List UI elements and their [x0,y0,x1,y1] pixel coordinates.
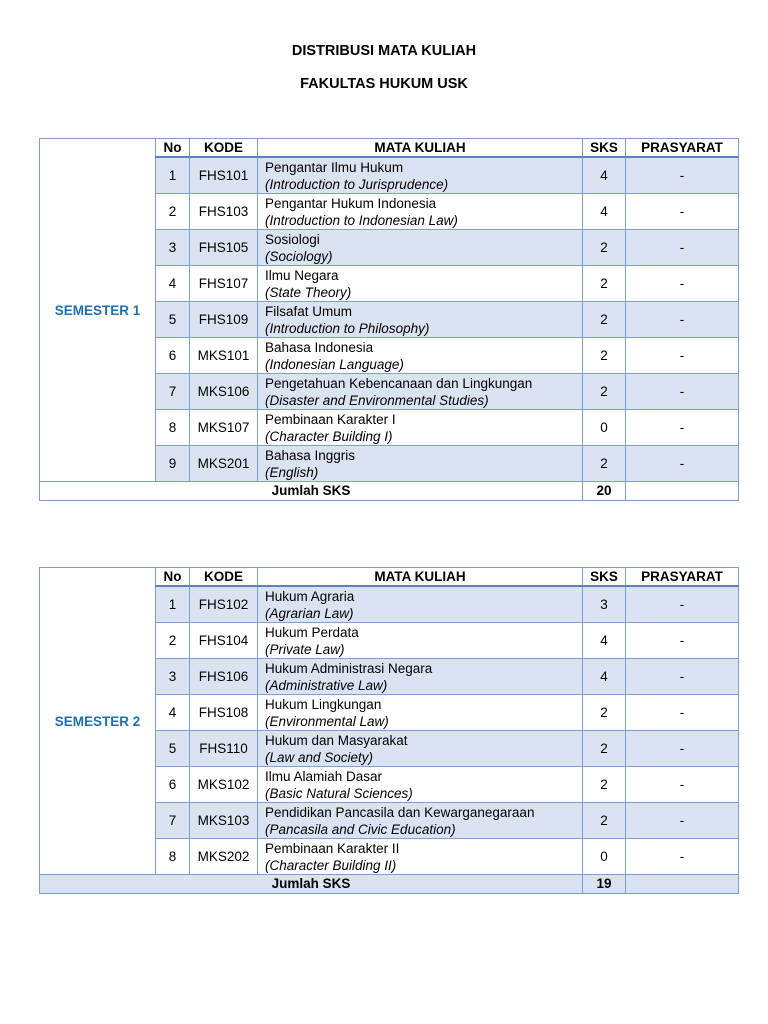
course-prerequisite: - [626,194,739,230]
course-name-en: (Private Law) [265,641,345,657]
course-name: Pembinaan Karakter II [265,840,400,856]
course-credits: 0 [583,410,626,446]
row-number: 3 [156,230,190,266]
total-empty [626,875,739,894]
course-name-en: (Law and Society) [265,749,374,765]
course-code: FHS104 [190,623,258,659]
course-prerequisite: - [626,230,739,266]
course-name-cell [258,731,583,767]
course-name-cell [258,586,583,623]
document-title: DISTRIBUSI MATA KULIAH [291,43,477,59]
course-name-en: (Character Building I) [265,428,393,444]
course-code: MKS201 [190,446,258,482]
course-code: FHS105 [190,230,258,266]
course-name-en: (Basic Natural Sciences) [265,785,413,801]
course-prerequisite: - [626,695,739,731]
semester-label: SEMESTER 2 [40,568,156,875]
course-name-cell [258,410,583,446]
total-credits: 19 [583,875,626,894]
course-name-en: (English) [265,464,319,480]
total-row [40,482,739,501]
row-number: 6 [156,338,190,374]
course-code: MKS107 [190,410,258,446]
header-credits: SKS [583,139,626,158]
course-name-cell [258,338,583,374]
semester-1-table [39,138,739,501]
course-prerequisite: - [626,839,739,875]
course-name-cell [258,302,583,338]
total-empty [626,482,739,501]
course-name-en: (Character Building II) [265,857,397,873]
course-name-en: (Introduction to Philosophy) [265,320,430,336]
course-name: Filsafat Umum [265,303,353,319]
course-prerequisite: - [626,767,739,803]
course-name-cell [258,266,583,302]
course-name-cell [258,230,583,266]
course-prerequisite: - [626,410,739,446]
course-name: Hukum Lingkungan [265,696,382,712]
total-label: Jumlah SKS [40,875,583,894]
course-prerequisite: - [626,302,739,338]
course-prerequisite: - [626,374,739,410]
row-number: 6 [156,767,190,803]
row-number: 1 [156,586,190,623]
row-number: 4 [156,695,190,731]
semester-1-body [40,139,739,501]
total-credits: 20 [583,482,626,501]
row-number: 8 [156,410,190,446]
row-number: 9 [156,446,190,482]
header-no: No [156,139,190,158]
course-credits: 2 [583,731,626,767]
course-credits: 4 [583,157,626,194]
course-name: Hukum Agraria [265,588,355,604]
row-number: 7 [156,374,190,410]
header-course: MATA KULIAH [258,139,583,158]
header-code: KODE [190,139,258,158]
header-prerequisite: PRASYARAT [626,139,739,158]
course-name-cell [258,695,583,731]
course-name: Hukum dan Masyarakat [265,732,408,748]
course-code: FHS103 [190,194,258,230]
course-name-en: (Pancasila and Civic Education) [265,821,456,837]
course-prerequisite: - [626,803,739,839]
course-prerequisite: - [626,731,739,767]
course-name-cell [258,446,583,482]
course-credits: 3 [583,586,626,623]
semester-2-table [39,567,739,894]
course-name-cell [258,767,583,803]
course-name: Bahasa Inggris [265,447,356,463]
row-number: 7 [156,803,190,839]
header-prerequisite: PRASYARAT [626,568,739,587]
course-credits: 2 [583,338,626,374]
course-credits: 2 [583,230,626,266]
row-number: 4 [156,266,190,302]
course-name: Ilmu Negara [265,267,339,283]
course-name-cell [258,194,583,230]
course-credits: 2 [583,266,626,302]
semester-label: SEMESTER 1 [40,139,156,482]
row-number: 2 [156,623,190,659]
header-no: No [156,568,190,587]
row-number: 5 [156,302,190,338]
course-name-en: (Environmental Law) [265,713,389,729]
course-name-en: (Sociology) [265,248,333,264]
course-credits: 2 [583,374,626,410]
course-prerequisite: - [626,266,739,302]
total-row [40,875,739,894]
course-name-en: (Introduction to Indonesian Law) [265,212,458,228]
course-name: Hukum Perdata [265,624,359,640]
course-name-cell [258,659,583,695]
course-name-en: (Indonesian Language) [265,356,404,372]
course-credits: 2 [583,446,626,482]
course-name: Pendidikan Pancasila dan Kewarganegaraan [265,804,535,820]
header-credits: SKS [583,568,626,587]
course-code: FHS106 [190,659,258,695]
course-prerequisite: - [626,157,739,194]
header-row [40,139,739,158]
course-prerequisite: - [626,446,739,482]
course-name: Ilmu Alamiah Dasar [265,768,383,784]
course-credits: 2 [583,767,626,803]
row-number: 1 [156,157,190,194]
row-number: 2 [156,194,190,230]
course-code: FHS107 [190,266,258,302]
course-code: FHS110 [190,731,258,767]
course-credits: 4 [583,623,626,659]
row-number: 5 [156,731,190,767]
course-name: Sosiologi [265,231,320,247]
course-name-cell [258,157,583,194]
document-subtitle: FAKULTAS HUKUM USK [300,76,468,92]
course-name: Bahasa Indonesia [265,339,374,355]
course-name-cell [258,803,583,839]
course-prerequisite: - [626,338,739,374]
course-code: MKS103 [190,803,258,839]
course-name-en: (Introduction to Jurisprudence) [265,176,449,192]
course-name: Pengantar Ilmu Hukum [265,159,404,175]
course-code: MKS101 [190,338,258,374]
row-number: 8 [156,839,190,875]
course-credits: 4 [583,194,626,230]
header-course: MATA KULIAH [258,568,583,587]
course-name: Hukum Administrasi Negara [265,660,433,676]
course-code: FHS108 [190,695,258,731]
header-row [40,568,739,587]
row-number: 3 [156,659,190,695]
course-name: Pengantar Hukum Indonesia [265,195,437,211]
course-code: FHS101 [190,157,258,194]
course-code: MKS106 [190,374,258,410]
course-credits: 2 [583,302,626,338]
course-code: MKS102 [190,767,258,803]
course-prerequisite: - [626,659,739,695]
course-name-en: (State Theory) [265,284,352,300]
course-prerequisite: - [626,623,739,659]
course-code: MKS202 [190,839,258,875]
course-code: FHS102 [190,586,258,623]
course-name-cell [258,623,583,659]
course-name-en: (Administrative Law) [265,677,388,693]
course-name: Pembinaan Karakter I [265,411,396,427]
course-name-cell [258,374,583,410]
course-credits: 2 [583,695,626,731]
course-name-en: (Agrarian Law) [265,605,354,621]
total-label: Jumlah SKS [40,482,583,501]
course-prerequisite: - [626,586,739,623]
course-credits: 0 [583,839,626,875]
header-code: KODE [190,568,258,587]
course-name-cell [258,839,583,875]
course-name-en: (Disaster and Environmental Studies) [265,392,489,408]
course-code: FHS109 [190,302,258,338]
semester-2-body [40,568,739,894]
course-credits: 2 [583,803,626,839]
course-credits: 4 [583,659,626,695]
course-name: Pengetahuan Kebencanaan dan Lingkungan [265,375,533,391]
